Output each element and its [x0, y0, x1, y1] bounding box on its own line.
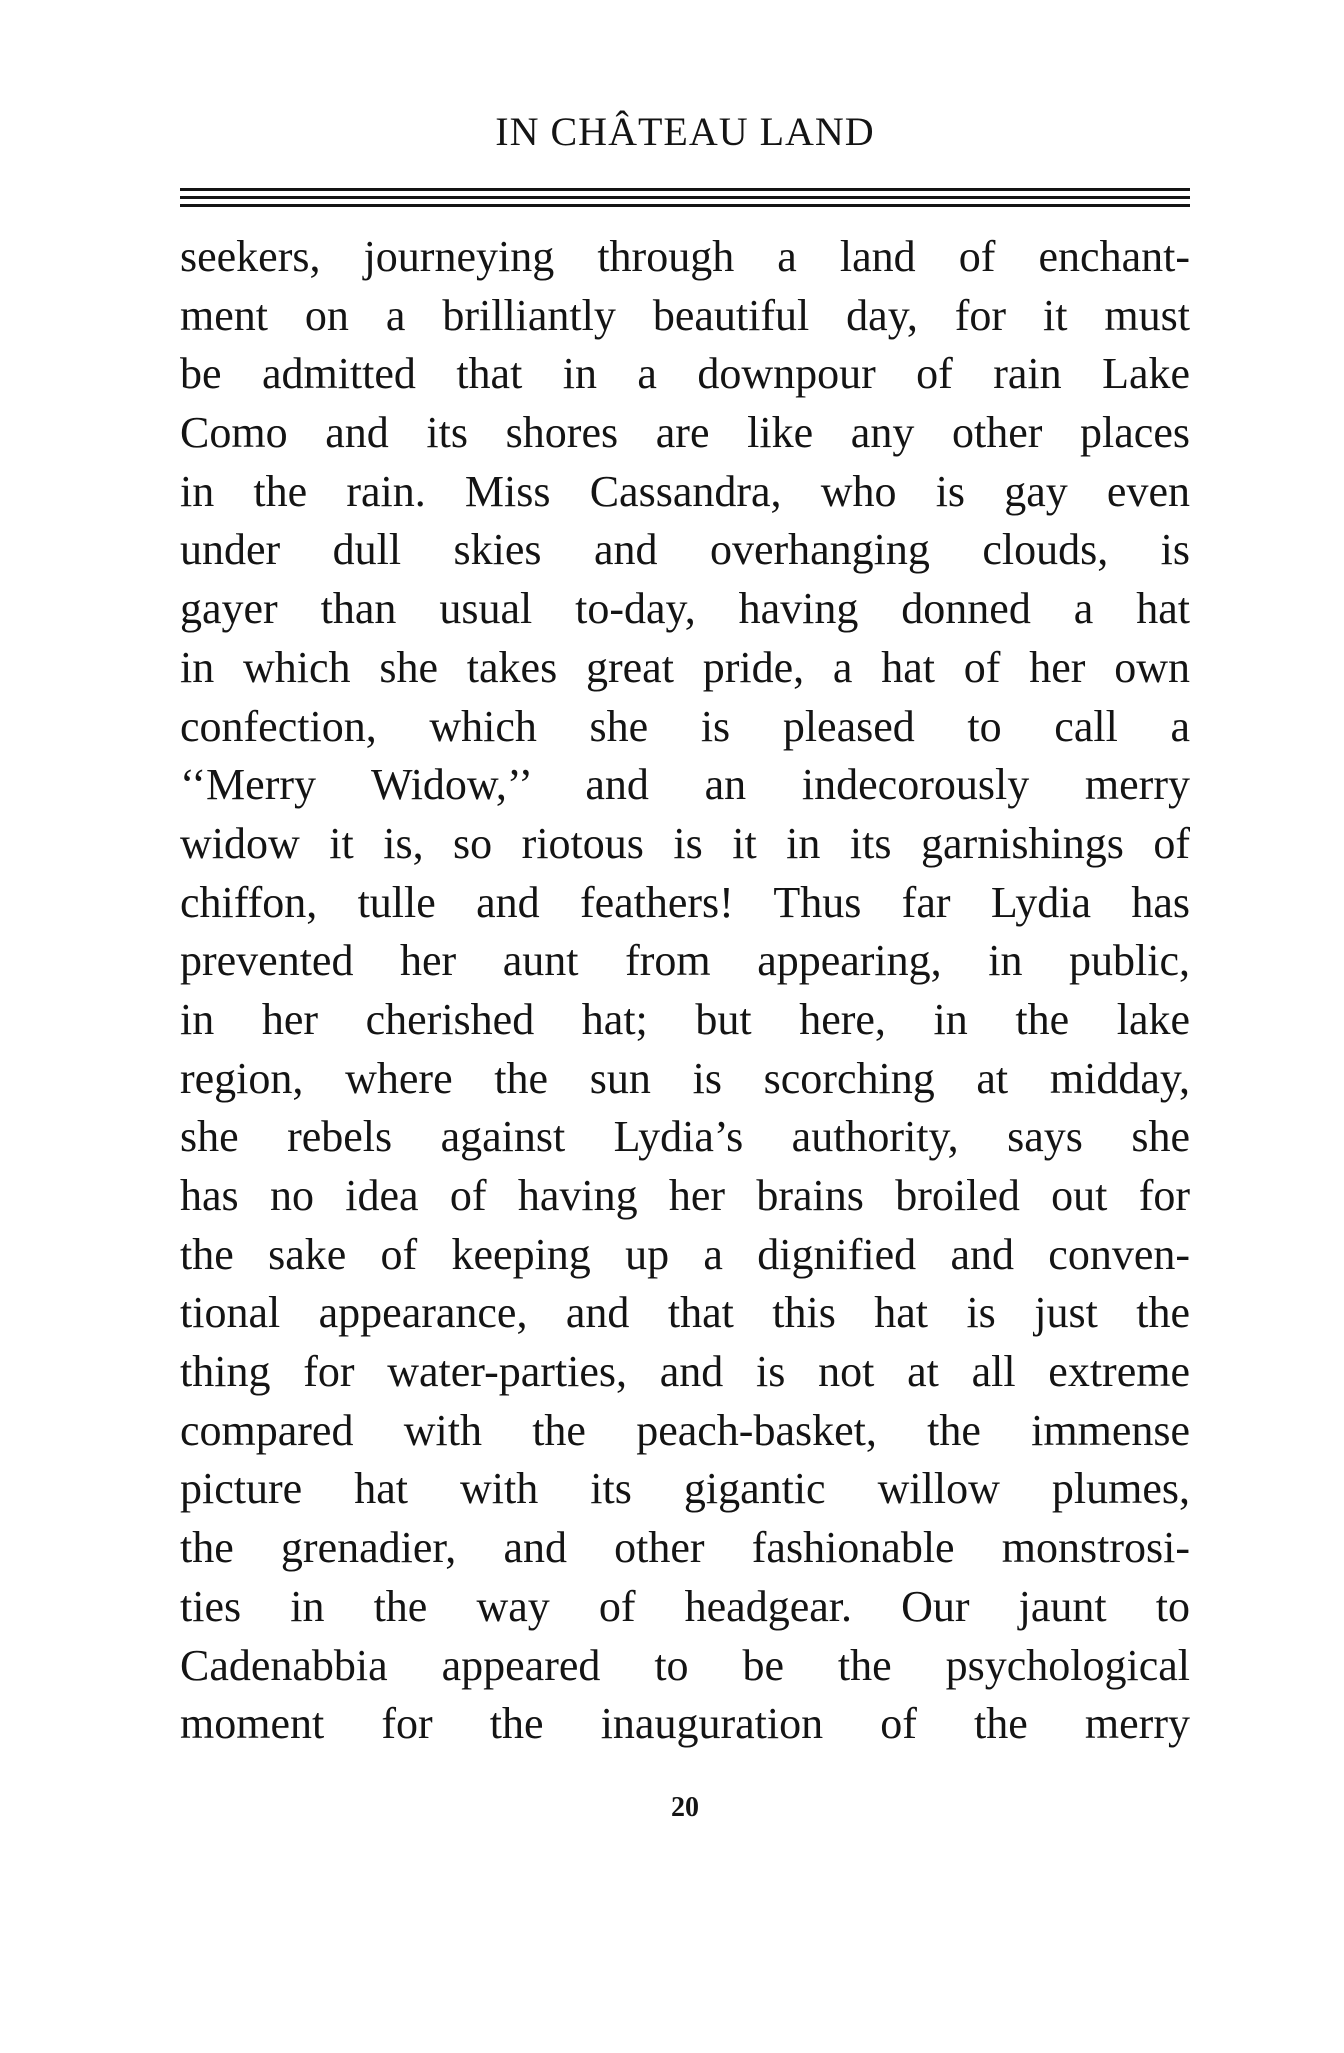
text-line: be admitted that in a downpour of rain Lake: [180, 349, 1190, 399]
text-line: in which she takes great pride, a hat of her own: [180, 642, 1190, 692]
text-line: chiffon, tulle and feathers! Thus far Lydia has: [180, 877, 1190, 927]
text-line: widow it is, so riotous is it in its garnishings of: [180, 818, 1190, 868]
text-line: ties in the way of headgear. Our jaunt to: [180, 1581, 1190, 1631]
text-line: thing for water-parties, and is not at all extreme: [180, 1347, 1190, 1397]
text-line: prevented her aunt from appearing, in public,: [180, 936, 1190, 986]
text-line: moment for the inauguration of the merry: [180, 1699, 1190, 1749]
text-line: the grenadier, and other fashionable monstrosi-: [180, 1523, 1190, 1573]
text-line: Como and its shores are like any other places: [180, 408, 1190, 458]
text-line: confection, which she is pleased to call a: [180, 701, 1190, 751]
text-line: region, where the sun is scorching at midday,: [180, 1053, 1190, 1103]
text-line: in the rain. Miss Cassandra, who is gay even: [180, 466, 1190, 516]
header-rule-bottom: [180, 204, 1190, 207]
page-number: 20: [671, 1792, 699, 1823]
body-text: [180, 228, 1190, 1754]
text-line: Cadenabbia appeared to be the psychological: [180, 1640, 1190, 1690]
header-rule-middle: [180, 196, 1190, 199]
text-line: seekers, journeying through a land of enchant-: [180, 232, 1190, 281]
text-line: ‘‘Merry Widow,’’ and an indecorously merry: [180, 760, 1190, 810]
text-line: has no idea of having her brains broiled out for: [180, 1171, 1190, 1220]
text-line: compared with the peach-basket, the immense: [180, 1405, 1190, 1455]
running-head: IN CHÂTEAU LAND: [495, 109, 875, 154]
text-line: she rebels against Lydia’s authority, says she: [180, 1112, 1190, 1162]
text-line: tional appearance, and that this hat is just the: [180, 1288, 1190, 1338]
text-line: gayer than usual to-day, having donned a hat: [180, 584, 1190, 634]
text-line: picture hat with its gigantic willow plumes,: [180, 1464, 1190, 1514]
text-line: in her cherished hat; but here, in the lake: [180, 994, 1190, 1044]
text-line: ment on a brilliantly beautiful day, for it must: [180, 290, 1190, 340]
header-rule-top: [180, 188, 1190, 191]
text-line: under dull skies and overhanging clouds, is: [180, 525, 1190, 575]
text-line: the sake of keeping up a dignified and conven-: [180, 1229, 1190, 1279]
